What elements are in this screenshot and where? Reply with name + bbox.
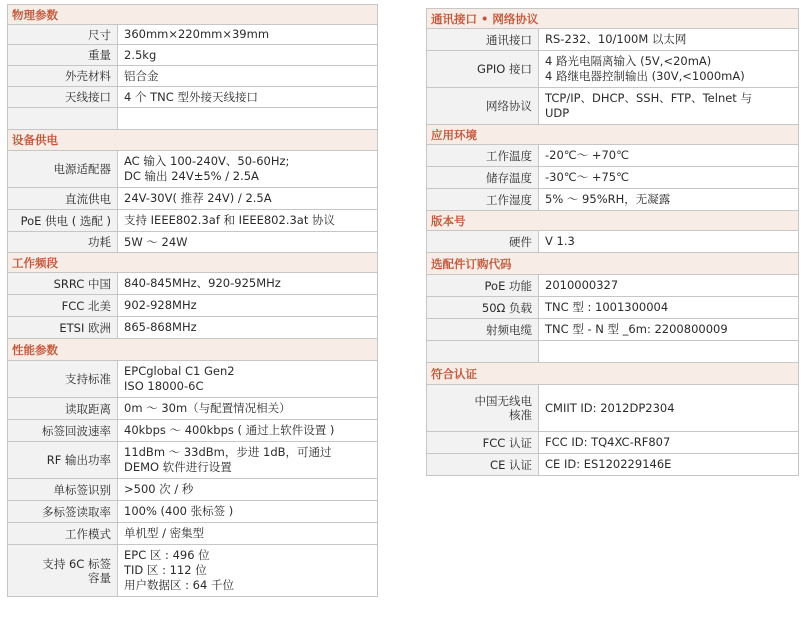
spec-value-line: 5W ～ 24W <box>124 234 188 249</box>
spec-value <box>118 295 378 317</box>
spec-label <box>8 479 118 501</box>
spec-value-line: 360mm×220mm×39mm <box>124 27 270 41</box>
spec-row <box>8 398 378 420</box>
spec-row <box>8 25 378 45</box>
spec-label <box>8 45 118 66</box>
spec-label-line: CE 认证 <box>490 457 532 472</box>
spec-label <box>427 231 539 253</box>
spec-value <box>118 523 378 545</box>
spec-value <box>539 319 799 341</box>
spec-row <box>427 189 799 211</box>
spec-label <box>8 25 118 45</box>
spec-label <box>8 232 118 253</box>
spec-value-line: TNC 型 : 1001300004 <box>545 300 669 314</box>
spec-row <box>8 479 378 501</box>
spec-value-line: EPCglobal C1 Gen2 <box>124 364 235 378</box>
section-header <box>427 363 799 385</box>
spec-row <box>427 454 799 476</box>
spec-value <box>118 361 378 398</box>
spec-value-line: 11dBm ～ 33dBm，步进 1dB，可通过 <box>124 445 332 459</box>
section-title: 选配件订购代码 <box>427 253 799 275</box>
spec-value-line: 24V-30V( 推荐 24V) / 2.5A <box>124 191 272 205</box>
section-header <box>427 125 799 145</box>
spec-value <box>539 167 799 189</box>
spec-label <box>8 87 118 108</box>
spec-label <box>8 108 118 130</box>
spec-value <box>118 273 378 295</box>
spec-value-line: 单机型 / 密集型 <box>124 526 205 540</box>
spec-value <box>118 66 378 87</box>
spec-row <box>8 66 378 87</box>
spec-label-line: 50Ω 负载 <box>481 300 532 315</box>
section-title: 工作频段 <box>8 253 378 273</box>
spec-label <box>427 385 539 432</box>
section-header <box>427 211 799 231</box>
spec-value-line: -30℃～ +75℃ <box>545 170 630 184</box>
spec-label <box>427 29 539 51</box>
spec-value-line: EPC 区 : 496 位 <box>124 548 210 562</box>
spec-value-line: CMIIT ID: 2012DP2304 <box>545 400 675 415</box>
spec-row <box>8 295 378 317</box>
spec-value-line: TNC 型 - N 型 _6m: 2200800009 <box>545 322 728 336</box>
spec-value <box>118 442 378 479</box>
spec-label <box>8 361 118 398</box>
spec-value <box>539 341 799 363</box>
spec-value-line: DC 输出 24V±5% / 2.5A <box>124 169 259 183</box>
spec-value-line: 4 路光电隔离输入 (5V,<20mA) <box>545 54 712 68</box>
spec-value <box>118 108 378 130</box>
spec-value-line: 0m ～ 30m（与配置情况相关） <box>124 401 291 415</box>
spec-value-line: UDP <box>545 106 570 120</box>
spec-label-line: SRRC 中国 <box>53 276 111 291</box>
spec-row <box>427 167 799 189</box>
spec-label <box>427 432 539 454</box>
spec-value <box>118 398 378 420</box>
spec-row <box>8 442 378 479</box>
spec-label <box>427 167 539 189</box>
spec-value <box>539 231 799 253</box>
section-header <box>8 130 378 151</box>
spec-label <box>8 210 118 232</box>
spec-value <box>118 87 378 108</box>
spec-label-line: 功耗 <box>88 235 111 249</box>
section-header <box>8 339 378 361</box>
spec-value-line: 用户数据区 : 64 千位 <box>124 578 234 592</box>
spec-row <box>8 108 378 130</box>
spec-label <box>8 188 118 210</box>
spec-label-line: 射频电缆 <box>486 322 532 337</box>
spec-row <box>8 45 378 66</box>
spec-label-line: 通讯接口 <box>486 32 532 47</box>
spec-value <box>539 297 799 319</box>
spec-value <box>118 317 378 339</box>
spec-value-line: -20℃～ +70℃ <box>545 148 630 162</box>
spec-row <box>427 88 799 125</box>
spec-value-line: 支持 IEEE802.3af 和 IEEE802.3at 协议 <box>124 213 335 227</box>
spec-value <box>118 501 378 523</box>
spec-label-line: 硬件 <box>509 234 532 249</box>
spec-value-line: DEMO 软件进行设置 <box>124 460 232 474</box>
spec-value <box>539 51 799 88</box>
spec-label <box>427 189 539 211</box>
spec-label <box>8 523 118 545</box>
spec-label-line: FCC 认证 <box>482 435 532 450</box>
spec-row <box>427 385 799 432</box>
spec-value-line: 100% (400 张标签 ) <box>124 504 234 518</box>
spec-value <box>539 454 799 476</box>
section-title: 设备供电 <box>8 130 378 151</box>
spec-label-line: FCC 北美 <box>61 298 111 313</box>
spec-label <box>8 66 118 87</box>
spec-label-line: PoE 功能 <box>484 278 532 293</box>
spec-row <box>427 432 799 454</box>
spec-label-line: GPIO 接口 <box>477 62 532 76</box>
spec-value <box>539 432 799 454</box>
spec-label <box>427 51 539 88</box>
spec-label <box>8 501 118 523</box>
section-header <box>427 253 799 275</box>
spec-value-line: 865-868MHz <box>124 320 197 334</box>
spec-label-line: 工作模式 <box>65 526 111 541</box>
spec-label-line: 支持标准 <box>65 372 111 386</box>
section-header <box>8 253 378 273</box>
spec-label-line: 容量 <box>88 570 111 585</box>
spec-value-line: >500 次 / 秒 <box>124 482 194 496</box>
section-title: 版本号 <box>427 211 799 231</box>
spec-value <box>118 545 378 597</box>
spec-label-line: PoE 供电 ( 选配 ) <box>20 213 111 228</box>
spec-value-line: 4 个 TNC 型外接天线接口 <box>124 89 258 104</box>
section-title: 性能参数 <box>8 339 378 361</box>
spec-row <box>8 188 378 210</box>
spec-label-line: 尺寸 <box>88 27 111 42</box>
section-title: 通讯接口 • 网络协议 <box>427 9 799 29</box>
spec-row <box>427 341 799 363</box>
section-title: 符合认证 <box>427 363 799 385</box>
spec-value-line: TCP/IP、DHCP、SSH、FTP、Telnet 与 <box>545 91 752 105</box>
spec-label <box>8 295 118 317</box>
spec-value <box>539 88 799 125</box>
section-title: 应用环境 <box>427 125 799 145</box>
spec-label <box>8 151 118 188</box>
spec-label-line: RF 输出功率 <box>46 453 111 467</box>
spec-label-line: 直流供电 <box>65 191 111 206</box>
section-header <box>8 5 378 25</box>
spec-value <box>118 45 378 66</box>
spec-label-line: 重量 <box>88 48 111 62</box>
spec-value-line: 5% ～ 95%RH，无凝露 <box>545 192 671 206</box>
spec-row <box>8 232 378 253</box>
spec-row <box>427 275 799 297</box>
spec-value-line: ISO 18000-6C <box>124 379 204 393</box>
spec-value <box>539 385 799 432</box>
spec-row <box>8 361 378 398</box>
spec-value-line: 40kbps ～ 400kbps ( 通过上软件设置 ) <box>124 423 335 437</box>
spec-row <box>427 29 799 51</box>
spec-label-line: 天线接口 <box>65 90 111 104</box>
spec-value <box>539 189 799 211</box>
spec-label-line: 电源适配器 <box>53 162 111 176</box>
section-title: 物理参数 <box>8 5 378 25</box>
spec-label <box>427 454 539 476</box>
spec-value <box>118 232 378 253</box>
spec-label-line: 中国无线电 <box>474 394 532 408</box>
spec-value <box>118 151 378 188</box>
spec-label-line: 读取距离 <box>65 401 111 416</box>
spec-label-line: 储存温度 <box>486 170 532 185</box>
spec-label-line: 单标签识别 <box>53 482 111 497</box>
spec-value-line: 铝合金 <box>124 68 159 83</box>
spec-label <box>8 442 118 479</box>
spec-value-line: TID 区 : 112 位 <box>124 563 207 577</box>
section-header <box>427 9 799 29</box>
spec-row <box>8 151 378 188</box>
spec-row <box>8 210 378 232</box>
spec-label-line: 标签回波速率 <box>42 423 111 438</box>
spec-value-line: 4 路继电器控制输出 (30V,<1000mA) <box>545 69 745 83</box>
spec-row <box>8 317 378 339</box>
spec-row <box>8 273 378 295</box>
spec-value <box>539 145 799 167</box>
spec-label <box>427 341 539 363</box>
spec-label <box>427 145 539 167</box>
spec-label-line: 外壳材料 <box>65 69 111 83</box>
left-spec-table <box>7 4 378 597</box>
spec-value <box>118 420 378 442</box>
spec-label <box>427 319 539 341</box>
spec-value <box>539 275 799 297</box>
spec-row <box>427 145 799 167</box>
spec-label <box>8 398 118 420</box>
spec-label <box>8 545 118 597</box>
spec-value <box>118 479 378 501</box>
spec-label-line: 支持 6C 标签 <box>42 556 111 571</box>
spec-row <box>8 523 378 545</box>
spec-label-line: 工作湿度 <box>486 192 532 207</box>
spec-label-line: 多标签读取率 <box>42 504 111 519</box>
spec-value <box>118 25 378 45</box>
spec-label-line: 网络协议 <box>486 99 532 113</box>
spec-value-line: 2010000327 <box>545 278 619 292</box>
spec-label <box>8 420 118 442</box>
spec-row <box>8 420 378 442</box>
spec-row <box>427 51 799 88</box>
spec-value-line: 840-845MHz、920-925MHz <box>124 276 281 290</box>
spec-value <box>118 188 378 210</box>
spec-value-line: 902-928MHz <box>124 298 197 312</box>
spec-value-line: RS-232、10/100M 以太网 <box>545 32 687 46</box>
spec-label-line: 核准 <box>509 408 532 422</box>
spec-value-line: V 1.3 <box>545 234 575 248</box>
spec-row <box>8 545 378 597</box>
spec-label <box>427 88 539 125</box>
spec-value-line: 2.5kg <box>124 47 157 62</box>
spec-value-line: CE ID: ES120229146E <box>545 457 672 471</box>
spec-value <box>118 210 378 232</box>
spec-value <box>539 29 799 51</box>
spec-row <box>427 297 799 319</box>
spec-label <box>427 275 539 297</box>
spec-row <box>427 319 799 341</box>
spec-value-line: FCC ID: TQ4XC-RF807 <box>545 435 671 449</box>
spec-label <box>8 317 118 339</box>
spec-label-line: ETSI 欧洲 <box>59 320 111 335</box>
spec-label-line: 工作温度 <box>486 148 532 163</box>
right-spec-table <box>426 8 799 476</box>
spec-row <box>8 501 378 523</box>
spec-label <box>8 273 118 295</box>
spec-value-line: AC 输入 100-240V、50-60Hz; <box>124 154 290 168</box>
spec-row <box>8 87 378 108</box>
spec-label <box>427 297 539 319</box>
spec-row <box>427 231 799 253</box>
